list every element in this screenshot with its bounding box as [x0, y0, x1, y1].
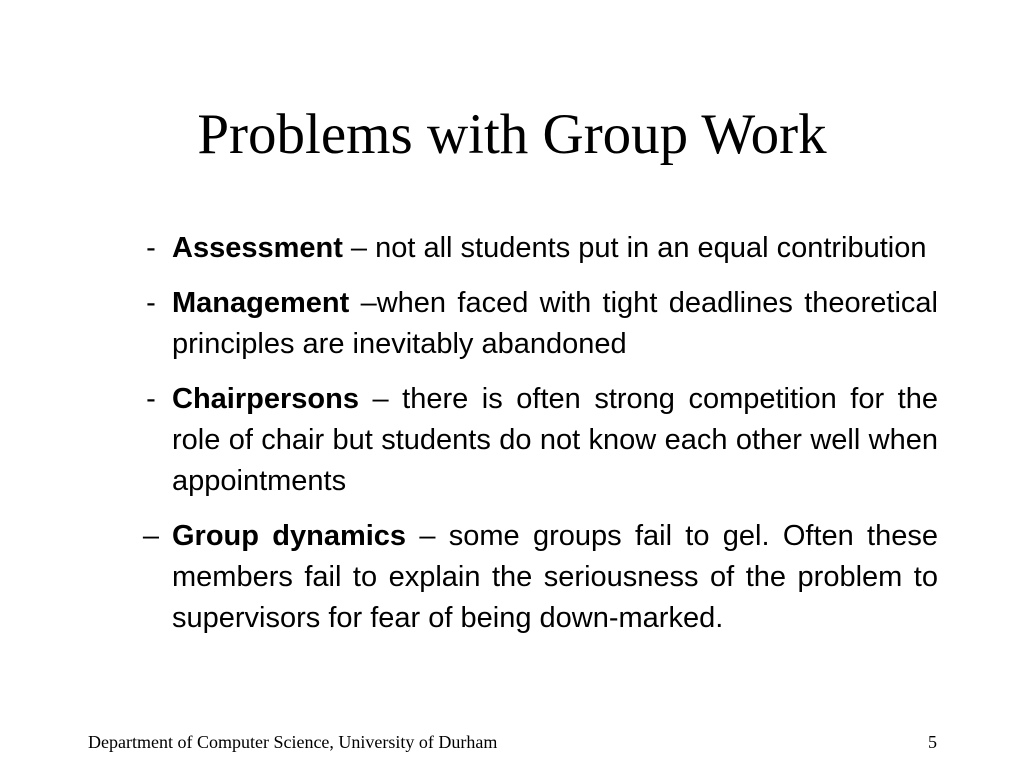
bullet-item-management [138, 283, 938, 365]
bullet-text: –when faced with tight deadlines theoretical principles are inevitably abandoned [172, 287, 938, 360]
bullet-text: – not all students put in an equal contribution [342, 232, 927, 264]
bullet-term: Management [172, 287, 350, 319]
bullet-item-assessment [138, 228, 938, 269]
footer-page-number: 5 [928, 732, 937, 752]
footer-department: Department of Computer Science, University of Durham [88, 732, 498, 752]
bullet-term: Chairpersons [172, 383, 359, 415]
slide-title: Problems with Group Work [197, 103, 827, 166]
bullet-marker: - [146, 232, 156, 264]
bullet-item-group-dynamics [138, 516, 938, 639]
bullet-marker: - [146, 383, 156, 415]
bullet-marker: - [146, 287, 156, 319]
bullet-term: Assessment [172, 232, 343, 264]
bullet-text: – there is often strong competition for the role of chair but students do not know each other well when appointments [172, 383, 938, 497]
bullet-term: Group dynamics [172, 520, 407, 552]
bullet-text: – some groups fail to gel. Often these members fail to explain the seriousness of the problem to supervisors for fear of being down-marked. [172, 520, 938, 634]
bullet-marker: – [142, 520, 160, 552]
bullet-list [138, 228, 938, 653]
bullet-item-chairpersons [138, 379, 938, 502]
